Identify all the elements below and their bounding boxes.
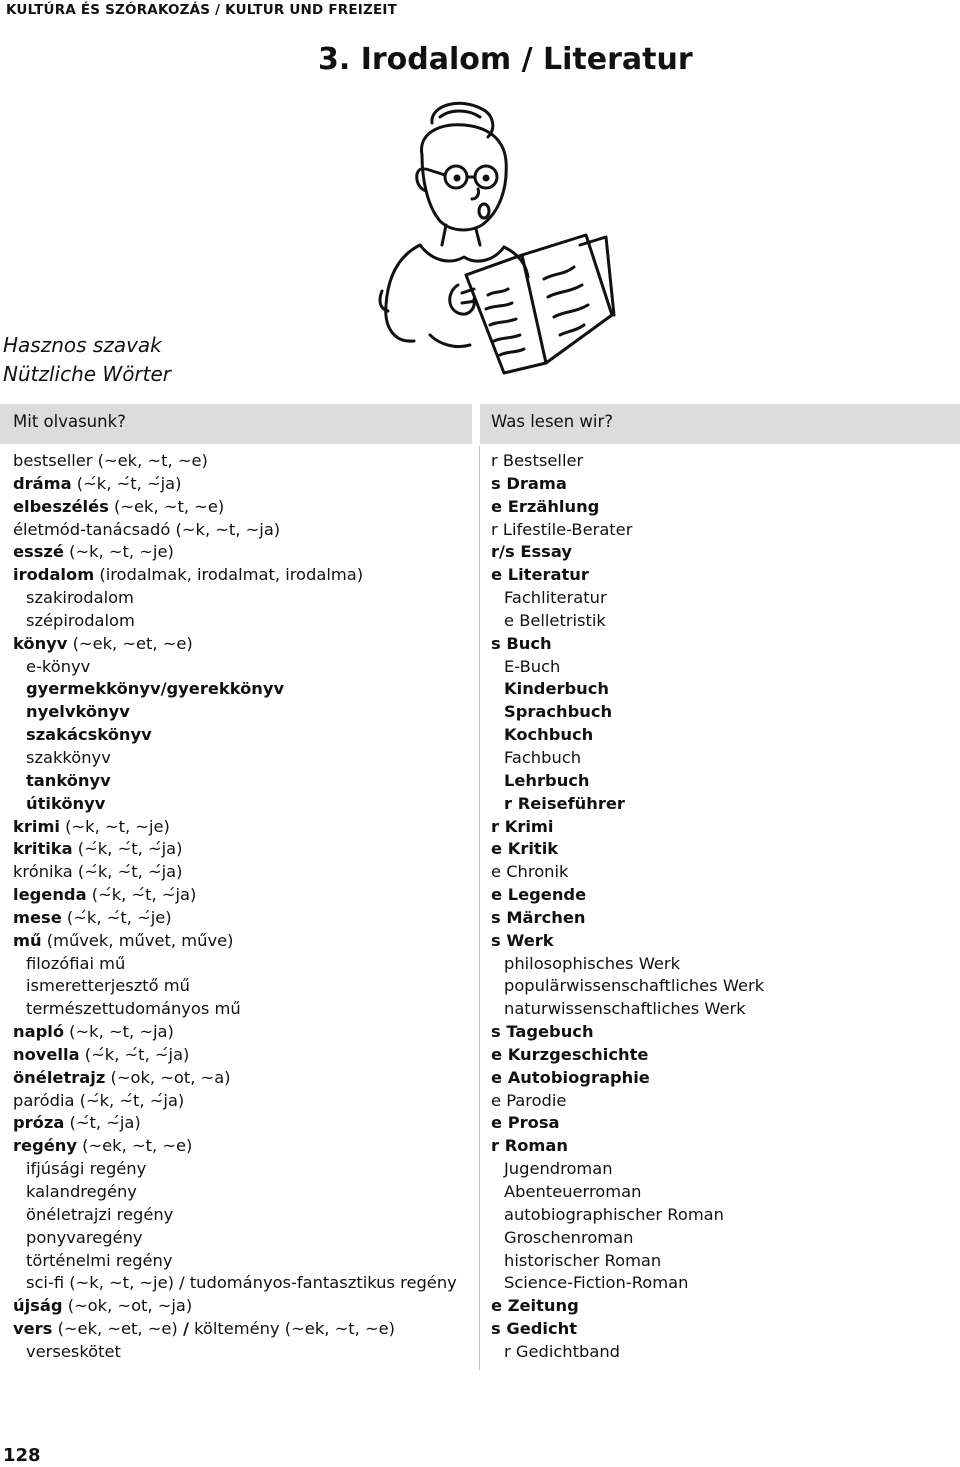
de-headword: e Erzählung — [491, 496, 600, 516]
hu-entry — [13, 1044, 457, 1067]
hu-entry — [13, 1295, 457, 1318]
hu-inflection: (~́k, ~́t, ~́ja) — [79, 1044, 190, 1064]
hu-headword: ismeretterjesztő mű — [26, 976, 190, 996]
de-entry — [491, 633, 764, 656]
hu-headword: próza — [13, 1113, 65, 1133]
hu-inflection: (~k, ~t, ~je) / tudományos-fantasztikus regény — [64, 1273, 457, 1293]
hu-headword: e-könyv — [26, 656, 91, 676]
de-headword: r Lifestile-Berater — [491, 519, 633, 539]
de-headword: s Gedicht — [491, 1319, 578, 1339]
hu-inflection: / — [182, 1319, 189, 1339]
hu-headword: szakkönyv — [26, 747, 111, 767]
de-headword: historischer Roman — [504, 1250, 662, 1270]
de-headword: Kinderbuch — [504, 679, 610, 699]
hu-headword: szakirodalom — [26, 588, 134, 608]
hu-inflection: (művek, művet, műve) — [41, 930, 234, 950]
hu-inflection: (~́k, ~́t, ~́ja) — [71, 473, 182, 493]
hu-entry — [13, 793, 457, 816]
hu-inflection: (~́k, ~́t, ~́ja) — [86, 885, 197, 905]
hu-headword: könyv — [13, 633, 68, 653]
hu-entry — [13, 861, 457, 884]
hu-inflection: (~́k, ~́t, ~́ja) — [72, 839, 183, 859]
german-vocabulary-list — [491, 450, 764, 1364]
de-headword: e Kurzgeschichte — [491, 1044, 649, 1064]
hu-headword: szépirodalom — [26, 610, 135, 630]
de-entry — [491, 1181, 764, 1204]
hu-headword: útikönyv — [26, 793, 106, 813]
hu-headword: verseskötet — [26, 1341, 121, 1361]
de-entry — [491, 1295, 764, 1318]
hu-headword: novella — [13, 1044, 80, 1064]
hu-entry — [13, 701, 457, 724]
de-headword: s Märchen — [491, 907, 586, 927]
de-entry — [491, 793, 764, 816]
hu-inflection: (~ok, ~ot, ~ja) — [62, 1296, 193, 1316]
hu-inflection: (~ek, ~et, ~e) — [52, 1319, 183, 1339]
de-entry — [491, 1204, 764, 1227]
hu-inflection: (~k, ~t, ~ja) — [64, 1022, 174, 1042]
hu-headword: filozófiai mű — [26, 953, 126, 973]
de-headword: Lehrbuch — [504, 770, 590, 790]
de-entry — [491, 1318, 764, 1341]
hu-inflection: (~ek, ~t, ~e) — [76, 1136, 193, 1156]
hu-headword: ifjúsági regény — [26, 1159, 147, 1179]
de-headword: Fachliteratur — [504, 588, 607, 608]
de-entry — [491, 1341, 764, 1364]
hu-headword: napló — [13, 1022, 64, 1042]
hu-entry — [13, 1181, 457, 1204]
hu-headword: sci-fi — [26, 1273, 65, 1293]
hu-entry — [13, 678, 457, 701]
de-entry — [491, 473, 764, 496]
hu-entry — [13, 1067, 457, 1090]
de-entry — [491, 1090, 764, 1113]
de-entry — [491, 1112, 764, 1135]
hu-headword: krónika — [13, 862, 73, 882]
section-header-hu: Mit olvasunk? — [13, 412, 126, 431]
de-headword: e Chronik — [491, 862, 569, 882]
de-entry — [491, 701, 764, 724]
de-entry — [491, 496, 764, 519]
woman-reading-book-illustration — [370, 95, 620, 405]
hu-entry — [13, 1250, 457, 1273]
hu-inflection: költemény (~ek, ~t, ~e) — [188, 1319, 395, 1339]
de-headword: Fachbuch — [504, 747, 582, 767]
hu-inflection: (~́k, ~́t, ~́ja) — [74, 1090, 185, 1110]
de-headword: e Belletristik — [504, 610, 606, 630]
hu-headword: történelmi regény — [26, 1250, 173, 1270]
de-headword: e Autobiographie — [491, 1067, 650, 1087]
de-entry — [491, 541, 764, 564]
hu-headword: gyermekkönyv/gyerekkönyv — [26, 679, 285, 699]
hu-inflection: (~́t, ~́ja) — [64, 1113, 141, 1133]
hu-entry — [13, 519, 457, 542]
hu-entry — [13, 724, 457, 747]
hu-entry — [13, 450, 457, 473]
de-entry — [491, 610, 764, 633]
de-headword: populärwissenschaftliches Werk — [504, 976, 765, 996]
hu-headword: életmód-tanácsadó — [13, 519, 171, 539]
de-entry — [491, 1021, 764, 1044]
hu-entry — [13, 1272, 457, 1295]
de-entry — [491, 975, 764, 998]
useful-words-heading — [3, 331, 171, 389]
hu-headword: újság — [13, 1296, 63, 1316]
hu-entry — [13, 587, 457, 610]
hu-entry — [13, 541, 457, 564]
de-entry — [491, 1158, 764, 1181]
hu-headword: esszé — [13, 542, 64, 562]
de-headword: e Prosa — [491, 1113, 560, 1133]
hu-headword: bestseller — [13, 451, 93, 470]
de-headword: naturwissenschaftliches Werk — [504, 999, 746, 1019]
hu-headword: regény — [13, 1136, 77, 1156]
de-entry — [491, 770, 764, 793]
hu-entry — [13, 1090, 457, 1113]
hu-entry — [13, 998, 457, 1021]
de-entry — [491, 1250, 764, 1273]
de-headword: e Legende — [491, 885, 587, 905]
hu-headword: nyelvkönyv — [26, 702, 130, 722]
de-headword: r/s Essay — [491, 542, 572, 562]
hu-entry — [13, 975, 457, 998]
hu-inflection: (~ok, ~ot, ~a) — [105, 1067, 231, 1087]
hu-headword: természettudományos mű — [26, 999, 241, 1019]
hu-entry — [13, 1204, 457, 1227]
page-number: 128 — [3, 1445, 41, 1466]
hu-headword: önéletrajz — [13, 1067, 106, 1087]
de-headword: r Reiseführer — [504, 793, 625, 813]
hu-headword: vers — [13, 1319, 53, 1339]
hu-entry — [13, 747, 457, 770]
hu-entry — [13, 816, 457, 839]
de-headword: autobiographischer Roman — [504, 1204, 724, 1224]
hu-entry — [13, 953, 457, 976]
de-headword: Science-Fiction-Roman — [504, 1273, 689, 1293]
hu-headword: paródia — [13, 1090, 75, 1110]
hu-entry — [13, 656, 457, 679]
de-headword: r Krimi — [491, 816, 554, 836]
de-entry — [491, 724, 764, 747]
hu-entry — [13, 838, 457, 861]
de-headword: Sprachbuch — [504, 702, 613, 722]
de-headword: e Zeitung — [491, 1296, 579, 1316]
section-header-bar — [0, 404, 960, 444]
useful-words-hu: Hasznos szavak — [3, 333, 162, 357]
hu-headword: szakácskönyv — [26, 725, 152, 745]
hu-entry — [13, 1318, 457, 1341]
hu-entry — [13, 1135, 457, 1158]
hu-headword: elbeszélés — [13, 496, 109, 516]
hu-headword: ponyvaregény — [26, 1227, 143, 1247]
hu-inflection: (~ek, ~t, ~e) — [92, 451, 208, 470]
de-entry — [491, 1135, 764, 1158]
section-header-de: Was lesen wir? — [491, 412, 614, 431]
hu-entry — [13, 907, 457, 930]
de-headword: e Kritik — [491, 839, 559, 859]
hu-entry — [13, 1227, 457, 1250]
de-entry — [491, 1067, 764, 1090]
hu-inflection: (~ek, ~et, ~e) — [67, 633, 193, 653]
page-title: 3. Irodalom / Literatur — [318, 42, 693, 77]
hu-inflection: (~k, ~t, ~ja) — [170, 519, 281, 539]
hu-entry — [13, 496, 457, 519]
de-entry — [491, 816, 764, 839]
useful-words-de: Nützliche Wörter — [3, 362, 172, 386]
de-entry — [491, 1044, 764, 1067]
hu-headword: legenda — [13, 885, 87, 905]
hu-headword: kalandregény — [26, 1182, 137, 1201]
hu-entry — [13, 930, 457, 953]
hu-inflection: (~k, ~t, ~je) — [59, 816, 170, 836]
de-entry — [491, 884, 764, 907]
hu-inflection: (~́k, ~́t, ~́ja) — [72, 862, 183, 882]
de-headword: philosophisches Werk — [504, 953, 680, 973]
de-headword: Abenteuerroman — [504, 1182, 642, 1201]
hu-entry — [13, 1341, 457, 1364]
de-headword: s Werk — [491, 930, 554, 950]
de-entry — [491, 564, 764, 587]
de-entry — [491, 930, 764, 953]
chapter-header: KULTÚRA ÉS SZÓRAKOZÁS / KULTUR UND FREIZEIT — [6, 2, 398, 18]
de-entry — [491, 450, 764, 473]
de-headword: e Parodie — [491, 1090, 567, 1110]
de-entry — [491, 998, 764, 1021]
de-headword: Kochbuch — [504, 725, 594, 745]
hu-entry — [13, 1112, 457, 1135]
column-divider — [479, 446, 480, 1370]
hu-headword: krimi — [13, 816, 60, 836]
de-entry — [491, 587, 764, 610]
hu-entry — [13, 1158, 457, 1181]
hu-inflection: (~́k, ~́t, ~́je) — [61, 907, 172, 927]
de-headword: s Buch — [491, 633, 552, 653]
de-entry — [491, 907, 764, 930]
hu-inflection: (irodalmak, irodalmat, irodalma) — [94, 565, 364, 585]
de-headword: r Bestseller — [491, 451, 584, 470]
de-headword: Jugendroman — [504, 1159, 613, 1179]
hu-headword: irodalom — [13, 565, 95, 585]
hu-inflection: (~k, ~t, ~je) — [63, 542, 174, 562]
hu-entry — [13, 610, 457, 633]
hu-entry — [13, 770, 457, 793]
de-entry — [491, 1272, 764, 1295]
de-headword: s Drama — [491, 473, 567, 493]
hu-headword: tankönyv — [26, 770, 111, 790]
hu-headword: kritika — [13, 839, 73, 859]
de-entry — [491, 861, 764, 884]
hu-entry — [13, 884, 457, 907]
de-entry — [491, 953, 764, 976]
hu-entry — [13, 1021, 457, 1044]
hu-entry — [13, 473, 457, 496]
hu-headword: mese — [13, 907, 62, 927]
de-entry — [491, 1227, 764, 1250]
de-entry — [491, 678, 764, 701]
de-entry — [491, 519, 764, 542]
de-headword: s Tagebuch — [491, 1022, 594, 1042]
hungarian-vocabulary-list — [13, 450, 457, 1364]
hu-headword: dráma — [13, 473, 72, 493]
de-entry — [491, 747, 764, 770]
de-headword: e Literatur — [491, 565, 589, 585]
de-headword: r Gedichtband — [504, 1341, 620, 1361]
hu-entry — [13, 564, 457, 587]
hu-headword: önéletrajzi regény — [26, 1204, 174, 1224]
hu-headword: mű — [13, 930, 42, 950]
de-headword: E-Buch — [504, 656, 561, 676]
hu-entry — [13, 633, 457, 656]
de-entry — [491, 656, 764, 679]
de-headword: r Roman — [491, 1136, 568, 1156]
de-headword: Groschenroman — [504, 1227, 634, 1247]
hu-inflection: (~ek, ~t, ~e) — [108, 496, 225, 516]
de-entry — [491, 838, 764, 861]
